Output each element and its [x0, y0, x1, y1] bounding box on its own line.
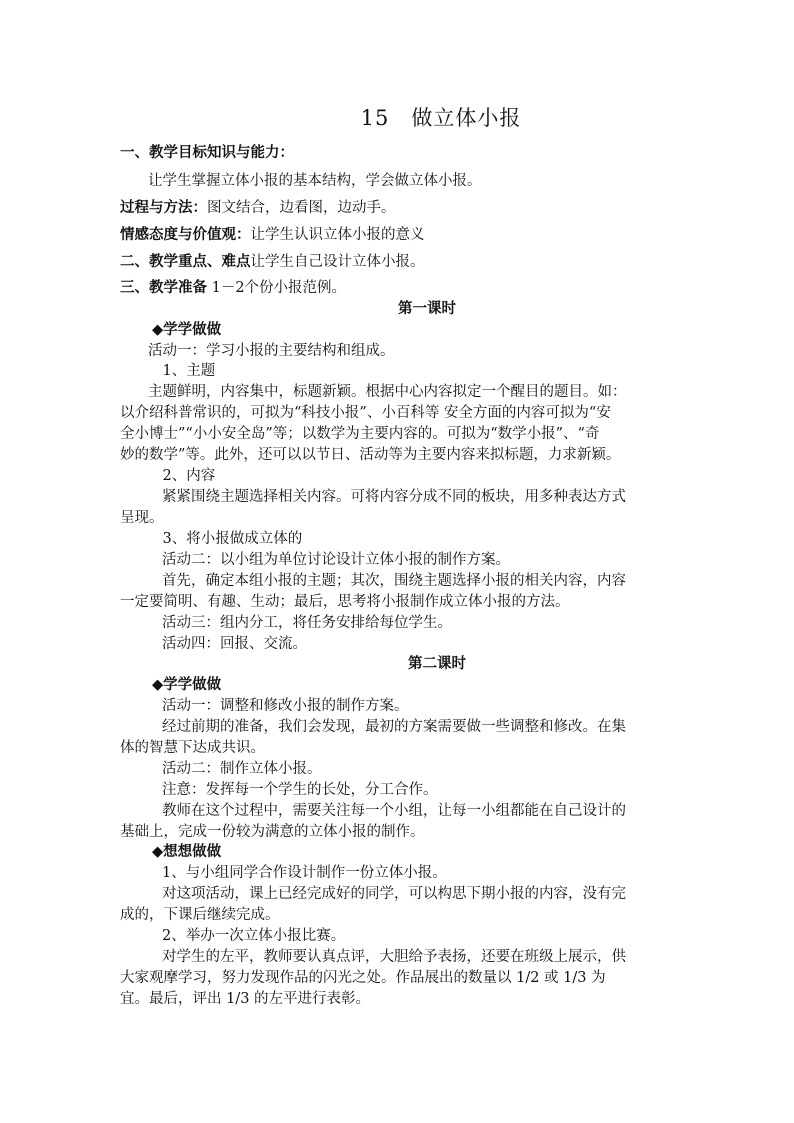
- attitude-label: 情感态度与价值观：: [120, 226, 251, 243]
- key-points-text: 让学生自己设计立体小报。: [250, 254, 425, 270]
- paragraph-line: 体的智慧下达成共识。: [120, 740, 265, 756]
- paragraph-line: 大家观摩学习，努力发现作品的闪光之处。作品展出的数量以 1/2 或 1/3 为: [120, 970, 606, 986]
- lesson-1-heading: 第一课时: [398, 300, 456, 317]
- paragraph-line: 活动二：制作立体小报。: [162, 761, 322, 777]
- paragraph-line: 注意：发挥每一个学生的长处，分工合作。: [162, 782, 438, 798]
- paragraph-line: 全小博士”“小小安全岛”等；以数学为主要内容的。可拟为“数学小报”、“奇: [120, 426, 600, 442]
- paragraph-line: 活动一：调整和修改小报的制作方案。: [162, 698, 409, 714]
- paragraph-line: 2、举办一次立体小报比赛。: [162, 928, 346, 944]
- key-points-label: 二、教学重点、难点: [120, 253, 251, 270]
- attitude-values: [120, 225, 425, 245]
- paragraph-line: 基础上，完成一份较为满意的立体小报的制作。: [120, 824, 425, 840]
- paragraph-line: 一定要简明、有趣、生动；最后，思考将小报制作成立体小报的方法。: [120, 594, 570, 610]
- paragraph-line: 对学生的左平，教师要认真点评，大胆给予表扬，还要在班级上展示，供: [162, 949, 626, 965]
- paragraph-line: 经过前期的准备，我们会发现，最初的方案需要做一些调整和修改。在集: [162, 719, 626, 735]
- goals-text: 让学生掌握立体小报的基本结构，学会做立体小报。: [148, 173, 482, 189]
- paragraph-line: 2、内容: [148, 468, 216, 484]
- page-title: 15 做立体小报: [360, 106, 522, 130]
- process-method-text: 图文结合，边看图，边动手。: [207, 200, 396, 216]
- section-goals-heading: 一、教学目标知识与能力：: [120, 144, 294, 161]
- paragraph-line: 呈现。: [120, 510, 164, 526]
- paragraph-line: 宜。最后，评出 1/3 的左平进行表彰。: [120, 991, 371, 1007]
- preparation-text: 1－2个份小报范例。: [207, 280, 347, 296]
- paragraph-line: 紧紧围绕主题选择相关内容。可将内容分成不同的板块，用多种表达方式: [162, 489, 626, 505]
- paragraph-line: 1、主题: [148, 363, 216, 379]
- paragraph-line: 3、将小报做成立体的: [148, 531, 303, 547]
- paragraph-line: 教师在这个过程中，需要关注每一个小组，让每一小组都能在自己设计的: [162, 803, 626, 819]
- paragraph-line: 活动三：组内分工，将任务安排给每位学生。: [162, 615, 452, 631]
- key-points: [120, 252, 425, 272]
- preparation-label: 三、教学准备: [120, 279, 207, 296]
- lesson-2-heading: 第二课时: [408, 655, 466, 672]
- paragraph-line: 妙的数学”等。此外，还可以以节日、活动等为主要内容来拟标题，力求新颖。: [120, 447, 621, 463]
- process-method-label: 过程与方法：: [120, 199, 207, 216]
- paragraph-line: 1、与小组同学合作设计制作一份立体小报。: [162, 865, 447, 881]
- lesson-1-subheading: ◆学学做做: [152, 321, 222, 338]
- process-method: [120, 198, 396, 218]
- paragraph-line: 对这项活动，课上已经完成好的同学，可以构思下期小报的内容，没有完: [162, 886, 626, 902]
- paragraph-line: 活动二：以小组为单位讨论设计立体小报的制作方案。: [162, 552, 510, 568]
- paragraph-line: 活动四：回报、交流。: [162, 636, 307, 652]
- attitude-text: 让学生认识立体小报的意义: [250, 227, 425, 243]
- paragraph-line: 主题鲜明，内容集中，标题新颖。根据中心内容拟定一个醒目的题目。如：: [148, 384, 627, 400]
- preparation: [120, 278, 346, 298]
- paragraph-line: 活动一：学习小报的主要结构和组成。: [148, 343, 395, 359]
- paragraph-line: 首先，确定本组小报的主题；其次，围绕主题选择小报的相关内容，内容: [162, 573, 626, 589]
- think-do-heading: ◆想想做做: [152, 843, 222, 860]
- paragraph-line: 以介绍科普常识的，可拟为“科技小报”、小百科等 安全方面的内容可拟为“安: [120, 405, 611, 421]
- paragraph-line: 成的，下课后继续完成。: [120, 907, 280, 923]
- lesson-2-subheading: ◆学学做做: [152, 676, 222, 693]
